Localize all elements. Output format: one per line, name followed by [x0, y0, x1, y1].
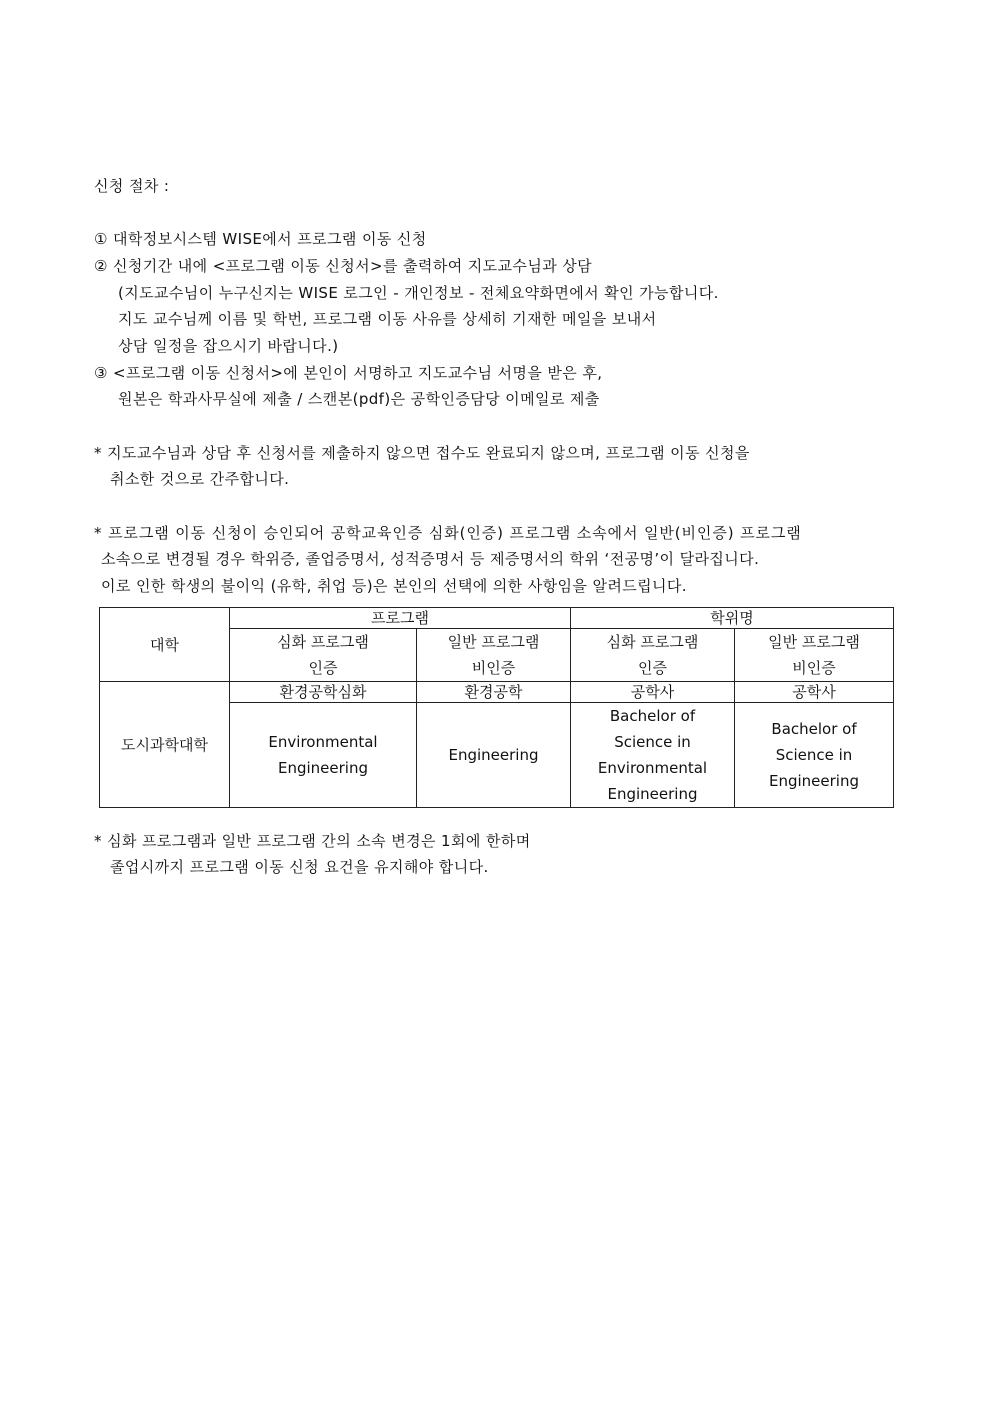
english-line: Engineering	[278, 759, 368, 777]
english-line: Science in	[614, 733, 691, 751]
header-program-group: 프로그램	[230, 608, 571, 629]
step-2-detail-1: (지도교수님이 누구신지는 WISE 로그인 - 개인정보 - 전체요약화면에서 확인 가능합니다.	[118, 284, 719, 302]
step-1: ① 대학정보시스템 WISE에서 프로그램 이동 신청	[94, 230, 427, 248]
cell-english-general-degree	[735, 703, 894, 808]
cell-korean-general-degree: 공학사	[735, 682, 894, 703]
header-program-status: 비인증	[471, 659, 516, 677]
program-degree-table	[99, 607, 894, 808]
step-2: ② 신청기간 내에 <프로그램 이동 신청서>를 출력하여 지도교수님과 상담	[94, 257, 593, 275]
note-2-line-3: 이로 인한 학생의 불이익 (유학, 취업 등)은 본인의 선택에 의한 사항임을 알려드립니다.	[101, 577, 687, 595]
header-program-status: 인증	[638, 659, 667, 677]
cell-english-advanced-degree	[571, 703, 735, 808]
note-2-line-2: 소속으로 변경될 경우 학위증, 졸업증명서, 성적증명서 등 제증명서의 학위 ‘전공명’이 달라집니다.	[101, 550, 760, 568]
cell-korean-general-program: 환경공학	[417, 682, 571, 703]
note-2-line-1: * 프로그램 이동 신청이 승인되어 공학교육인증 심화(인증) 프로그램 소속에서 일반(비인증) 프로그램	[94, 524, 802, 542]
header-advanced-program	[230, 629, 417, 682]
note-3-line-1: * 심화 프로그램과 일반 프로그램 간의 소속 변경은 1회에 한하며	[94, 832, 531, 850]
header-program-name: 일반 프로그램	[447, 633, 540, 651]
english-line: Environmental	[268, 733, 378, 751]
english-line: Bachelor of	[771, 720, 857, 738]
header-general-degree	[735, 629, 894, 682]
step-2-detail-2: 지도 교수님께 이름 및 학번, 프로그램 이동 사유를 상세히 기재한 메일을 보내서	[118, 310, 657, 328]
header-program-name: 심화 프로그램	[277, 633, 369, 651]
header-general-program	[417, 629, 571, 682]
step-3: ③ <프로그램 이동 신청서>에 본인이 서명하고 지도교수님 서명을 받은 후,	[94, 364, 603, 382]
english-line: Environmental	[597, 759, 708, 777]
cell-korean-advanced-degree: 공학사	[571, 682, 735, 703]
english-line: Engineering	[769, 772, 859, 790]
note-1-line-2: 취소한 것으로 간주합니다.	[110, 470, 290, 488]
cell-university: 도시과학대학	[100, 682, 230, 808]
header-program-status: 인증	[308, 659, 338, 677]
cell-english-advanced-program	[230, 703, 417, 808]
cell-english-general-program	[417, 703, 571, 808]
english-line: Science in	[775, 746, 853, 764]
english-line: Engineering	[448, 746, 539, 764]
note-3-line-2: 졸업시까지 프로그램 이동 신청 요건을 유지해야 합니다.	[110, 858, 489, 876]
header-program-name: 심화 프로그램	[606, 633, 699, 651]
header-advanced-degree	[571, 629, 735, 682]
header-program-name: 일반 프로그램	[768, 633, 860, 651]
cell-korean-advanced-program: 환경공학심화	[230, 682, 417, 703]
note-1-line-1: * 지도교수님과 상담 후 신청서를 제출하지 않으면 접수도 완료되지 않으며, 프로그램 이동 신청을	[94, 444, 750, 462]
procedure-heading: 신청 절차 :	[94, 177, 170, 195]
header-university: 대학	[100, 608, 230, 682]
header-program-status: 비인증	[792, 659, 836, 677]
header-degree-group: 학위명	[571, 608, 894, 629]
step-3-detail: 원본은 학과사무실에 제출 / 스캔본(pdf)은 공학인증담당 이메일로 제출	[118, 390, 600, 408]
english-line: Bachelor of	[609, 707, 696, 725]
step-2-detail-3: 상담 일정을 잡으시기 바랍니다.)	[118, 337, 339, 355]
english-line: Engineering	[607, 785, 698, 803]
